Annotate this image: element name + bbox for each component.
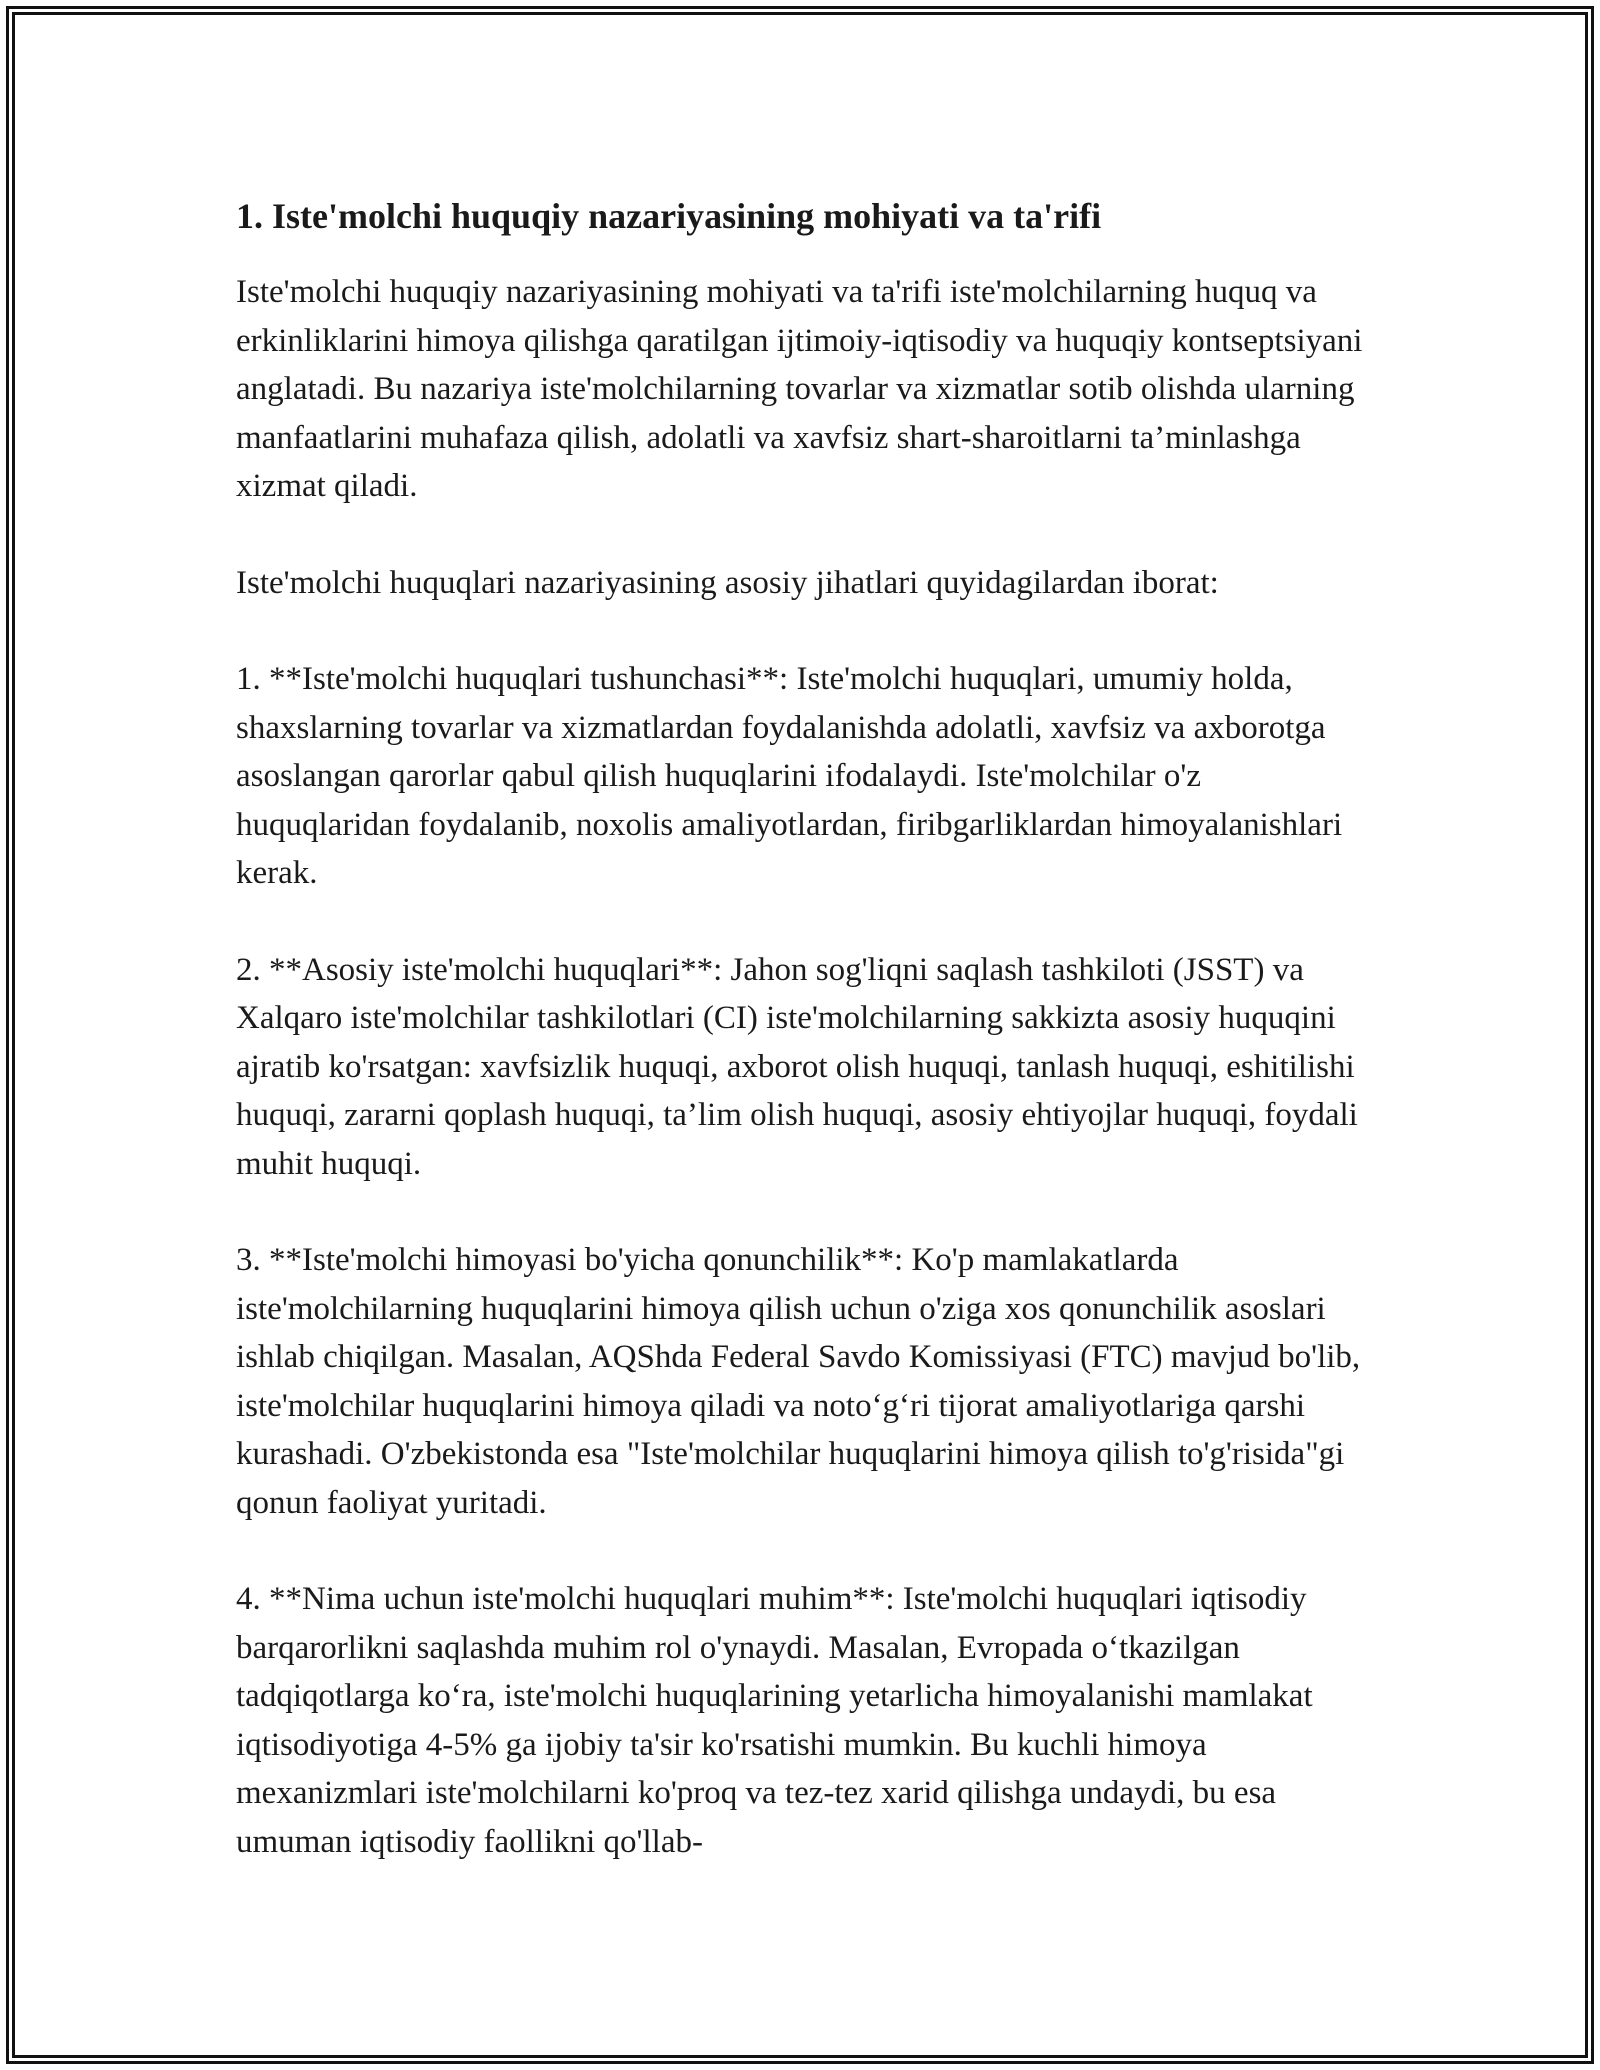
paragraph-item-1: 1. **Iste'molchi huquqlari tushunchasi**: Iste'molchi huquqlari, umumiy holda, shaxslarning tovarlar va xizmatlardan foydalanishda adolatli, xavfsiz va axborotga asoslangan qarorlar qabul qilish huquqlarini ifodalaydi. Iste'molchilar o'z huquqlaridan foydalanib, noxolis amaliyotlardan, firibgarliklardan himoyalanishlari kerak. — [236, 661, 1343, 891]
document-body — [236, 190, 1366, 1866]
paragraph-intro: Iste'molchi huquqiy nazariyasining mohiyati va ta'rifi iste'molchilarning huquq va erkinliklarini himoya qilishga qaratilgan ijtimoiy-iqtisodiy va huquqiy kontseptsiyani anglatadi. Bu nazariya iste'molchilarning tovarlar va xizmatlar sotib olishda ularning manfaatlarini muhafaza qilish, adolatli va xavfsiz shart-sharoitlarni ta’minlashga xizmat qiladi. — [236, 274, 1363, 504]
paragraph-aspects-lead: Iste'molchi huquqlari nazariyasining asosiy jihatlari quyidagilardan iborat: — [236, 564, 1219, 601]
paragraph-item-3: 3. **Iste'molchi himoyasi bo'yicha qonunchilik**: Ko'p mamlakatlarda iste'molchilarning huquqlarini himoya qilish uchun o'ziga xos qonunchilik asoslari ishlab chiqilgan. Masalan, AQShda Federal Savdo Komissiyasi (FTC) mavjud bo'lib, iste'molchilar huquqlarini himoya qiladi va noto‘g‘ri tijorat amaliyotlariga qarshi kurashadi. O'zbekistonda esa "Iste'molchilar huquqlarini himoya qilish to'g'risida"gi qonun faoliyat yuritadi. — [236, 1242, 1361, 1521]
paragraph-item-2: 2. **Asosiy iste'molchi huquqlari**: Jahon sog'liqni saqlash tashkiloti (JSST) va Xalqaro iste'molchilar tashkilotlari (CI) iste'molchilarning sakkizta asosiy huquqini ajratib ko'rsatgan: xavfsizlik huquqi, axborot olish huquqi, tanlash huquqi, eshitilishi huquqi, zararni qoplash huquqi, ta’lim olish huquqi, asosiy ehtiyojlar huquqi, foydali muhit huquqi. — [236, 951, 1358, 1182]
document-title: 1. Iste'molchi huquqiy nazariyasining mohiyati va ta'rifi — [236, 196, 1102, 236]
paragraph-item-4: 4. **Nima uchun iste'molchi huquqlari muhim**: Iste'molchi huquqlari iqtisodiy barqarorlikni saqlashda muhim rol o'ynaydi. Masalan, Evropada o‘tkazilgan tadqiqotlarga ko‘ra, iste'molchi huquqlarining yetarlicha himoyalanishi mamlakat iqtisodiyotiga 4-5% ga ijobiy ta'sir ko'rsatishi mumkin. Bu kuchli himoya mexanizmlari iste'molchilarni ko'proq va tez-tez xarid qilishga undaydi, bu esa umuman iqtisodiy faollikni qo'llab- — [236, 1581, 1313, 1860]
